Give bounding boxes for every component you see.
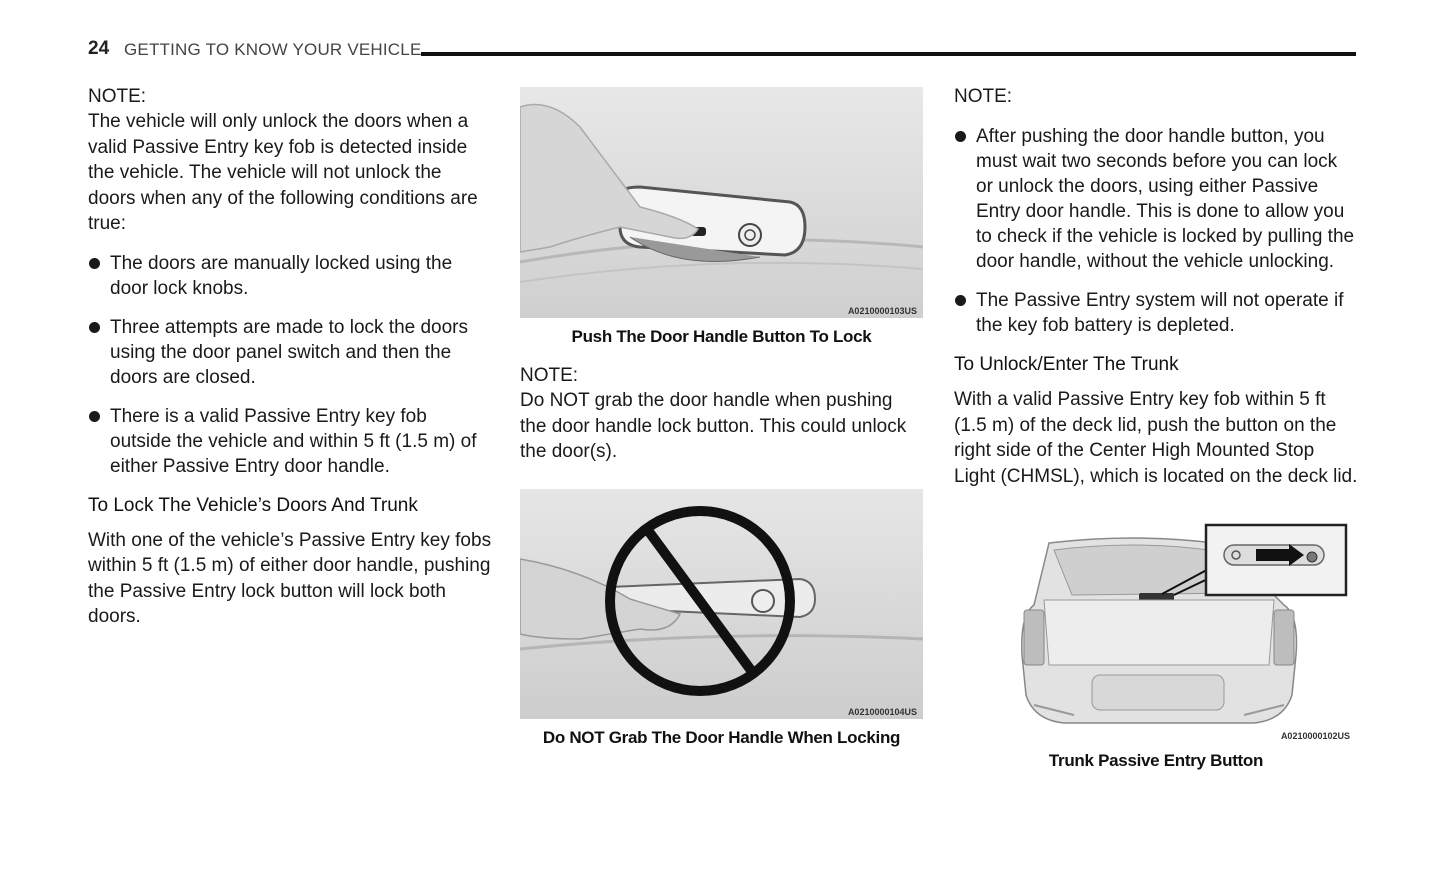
- list-item: Three attempts are made to lock the doors using the door panel switch and then the doors are closed.: [88, 315, 493, 390]
- figure-push-button: [520, 87, 923, 318]
- note-intro: The vehicle will only unlock the doors when a valid Passive Entry key fob is detected inside the vehicle. The vehicle will not unlock the doors when any of the following conditions are true:: [88, 111, 478, 234]
- conditions-list: [88, 251, 493, 479]
- bullet-icon: [89, 322, 100, 333]
- note-body: Do NOT grab the door handle when pushing the door handle lock button. This could unlock the door(s).: [520, 390, 907, 462]
- list-item: After pushing the door handle button, you must wait two seconds before you can lock or unlock the doors, using either Passive Entry door handle. This is done to allow you to check if the vehicle is locked by pulling the door handle, without the vehicle unlocking.: [954, 124, 1358, 274]
- column-right: [954, 80, 1358, 771]
- subheading-lock: To Lock The Vehicle’s Doors And Trunk: [88, 494, 418, 516]
- trunk-illustration: [954, 515, 1358, 741]
- note-title: NOTE:: [88, 86, 147, 107]
- list-item: There is a valid Passive Entry key fob outside the vehicle and within 5 ft (1.5 m) of either Passive Entry door handle.: [88, 404, 493, 479]
- lock-body: With one of the vehicle’s Passive Entry key fobs within 5 ft (1.5 m) of either door handle, pushing the Passive Entry lock button will lock both doors.: [88, 529, 492, 627]
- section-title: GETTING TO KNOW YOUR VEHICLE: [124, 40, 422, 59]
- column-middle: [520, 80, 923, 748]
- notes-list: [954, 124, 1358, 338]
- figure-code: A0210000102US: [1280, 731, 1350, 741]
- subheading-trunk: To Unlock/Enter The Trunk: [954, 354, 1179, 375]
- column-left: [88, 80, 493, 630]
- trunk-body: With a valid Passive Entry key fob within 5 ft (1.5 m) of the deck lid, push the button on the right side of the Center High Mounted Stop Light (CHMSL), which is located on the deck lid.: [954, 389, 1358, 487]
- figure-code: A0210000103US: [847, 306, 917, 316]
- figure-code: A0210000104US: [847, 706, 917, 717]
- door-handle-illustration: [520, 87, 923, 318]
- list-item: The Passive Entry system will not operate if the key fob battery is depleted.: [954, 288, 1358, 338]
- bullet-icon: [955, 295, 966, 306]
- figure-do-not-grab: [520, 489, 923, 719]
- page-number: 24: [88, 38, 110, 59]
- bullet-icon: [89, 411, 100, 422]
- figure-caption: Trunk Passive Entry Button: [1048, 751, 1264, 770]
- bullet-icon: [89, 258, 100, 269]
- bullet-icon: [955, 131, 966, 142]
- prohibited-grab-illustration: [520, 489, 923, 719]
- list-item: The doors are manually locked using the door lock knobs.: [88, 251, 493, 301]
- page-header: [88, 38, 1358, 64]
- note-title: NOTE:: [954, 86, 1013, 107]
- figure-trunk-button: [954, 515, 1358, 741]
- figure-caption: Do NOT Grab The Door Handle When Locking: [542, 727, 901, 747]
- header-rule: [421, 52, 1356, 56]
- figure-caption: Push The Door Handle Button To Lock: [571, 327, 872, 346]
- note-title: NOTE:: [520, 365, 579, 386]
